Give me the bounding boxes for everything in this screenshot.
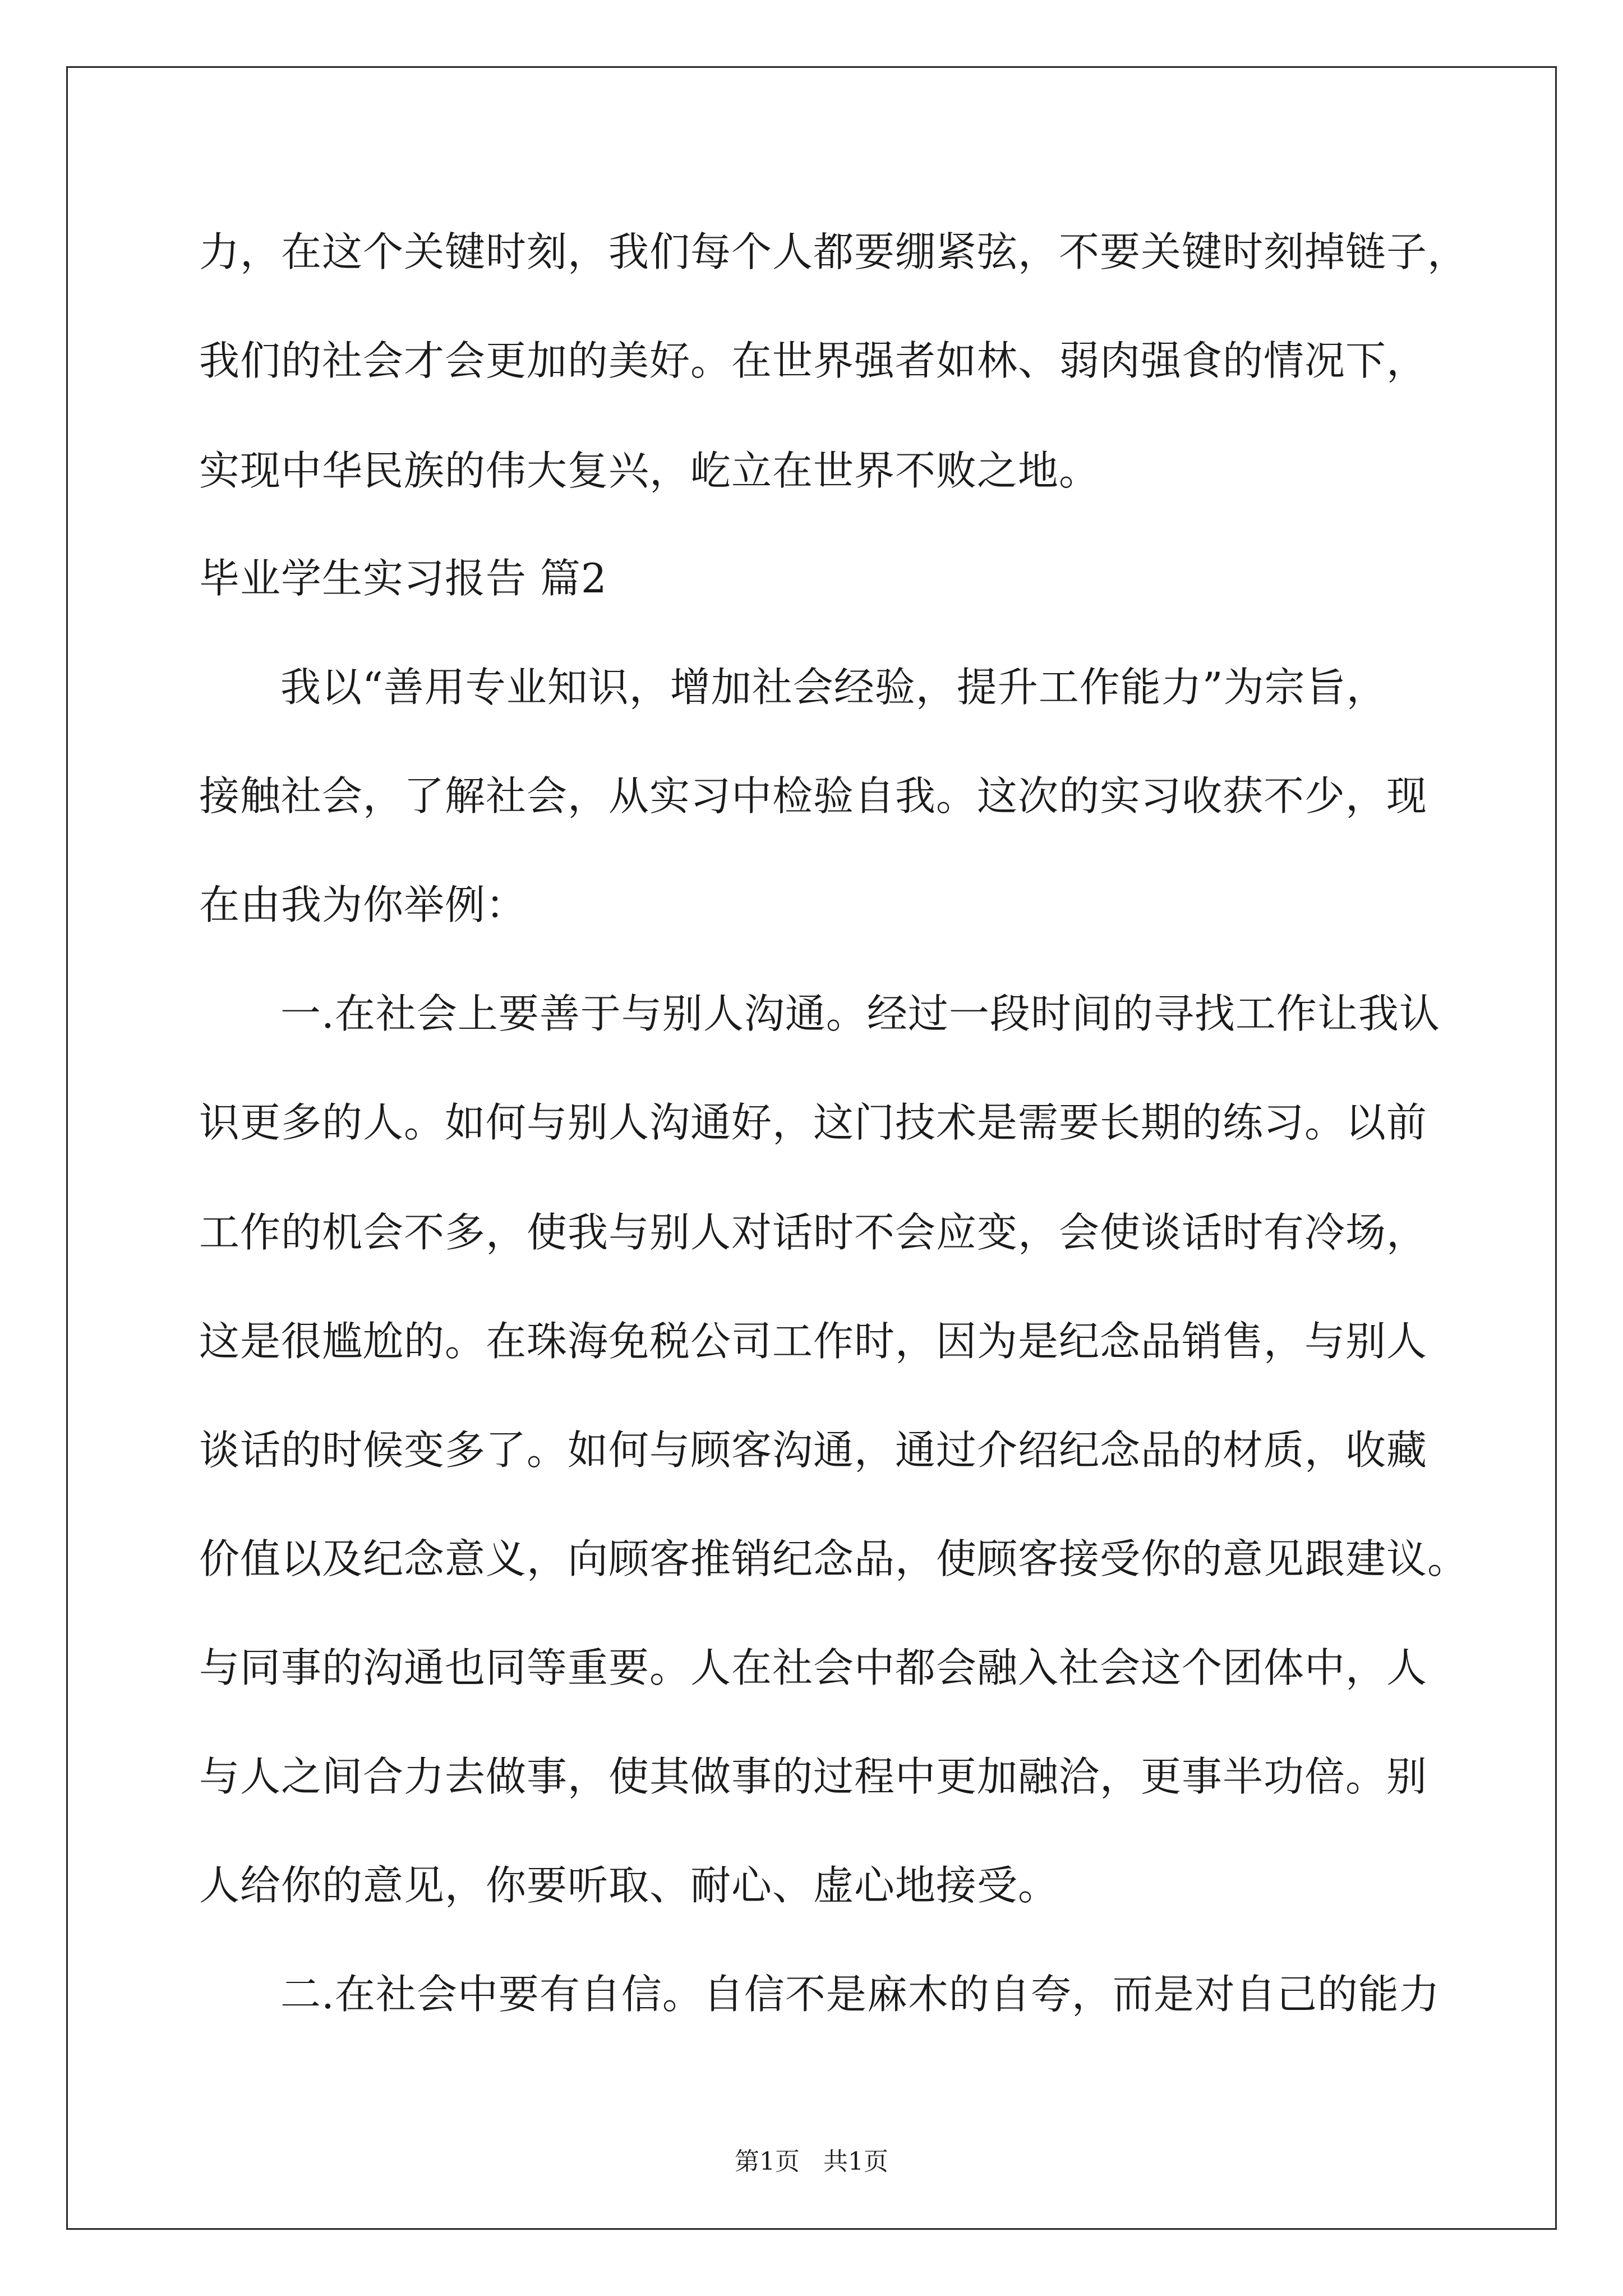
page-footer: 第1页 共1页 — [735, 2147, 888, 2176]
text-line-7: 在由我为你举例： — [199, 881, 527, 928]
text-line-15: 与人之间合力去做事，使其做事的过程中更加融洽，更事半功倍。别 — [199, 1753, 1428, 1800]
text-line-10: 工作的机会不多，使我与别人对话时不会应变，会使谈话时有冷场， — [199, 1209, 1428, 1256]
text-line-11: 这是很尴尬的。在珠海免税公司工作时，因为是纪念品销售，与别人 — [199, 1318, 1428, 1365]
text-line-13: 价值以及纪念意义，向顾客推销纪念品，使顾客接受你的意见跟建议。 — [199, 1535, 1469, 1582]
text-line-3: 实现中华民族的伟大复兴，屹立在世界不败之地。 — [199, 447, 1100, 494]
section-heading: 毕业学生实习报告 篇2 — [199, 555, 607, 602]
text-line-8: 一.在社会上要善于与别人沟通。经过一段时间的寻找工作让我认 — [280, 990, 1440, 1037]
text-line-2: 我们的社会才会更加的美好。在世界强者如林、弱肉强食的情况下， — [199, 337, 1428, 384]
text-line-12: 谈话的时候变多了。如何与顾客沟通，通过介绍纪念品的材质，收藏 — [199, 1427, 1428, 1474]
text-line-17: 二.在社会中要有自信。自信不是麻木的自夸，而是对自己的能力 — [280, 1971, 1440, 2018]
text-line-14: 与同事的沟通也同等重要。人在社会中都会融入社会这个团体中，人 — [199, 1644, 1428, 1691]
text-line-5: 我以“善用专业知识，增加社会经验，提升工作能力”为宗旨， — [280, 664, 1387, 711]
text-line-16: 人给你的意见，你要听取、耐心、虚心地接受。 — [199, 1862, 1059, 1909]
text-line-1: 力，在这个关键时刻，我们每个人都要绷紧弦，不要关键时刻掉链子， — [199, 228, 1469, 275]
text-line-9: 识更多的人。如何与别人沟通好，这门技术是需要长期的练习。以前 — [199, 1099, 1428, 1146]
text-line-6: 接触社会，了解社会，从实习中检验自我。这次的实习收获不少，现 — [199, 772, 1428, 820]
